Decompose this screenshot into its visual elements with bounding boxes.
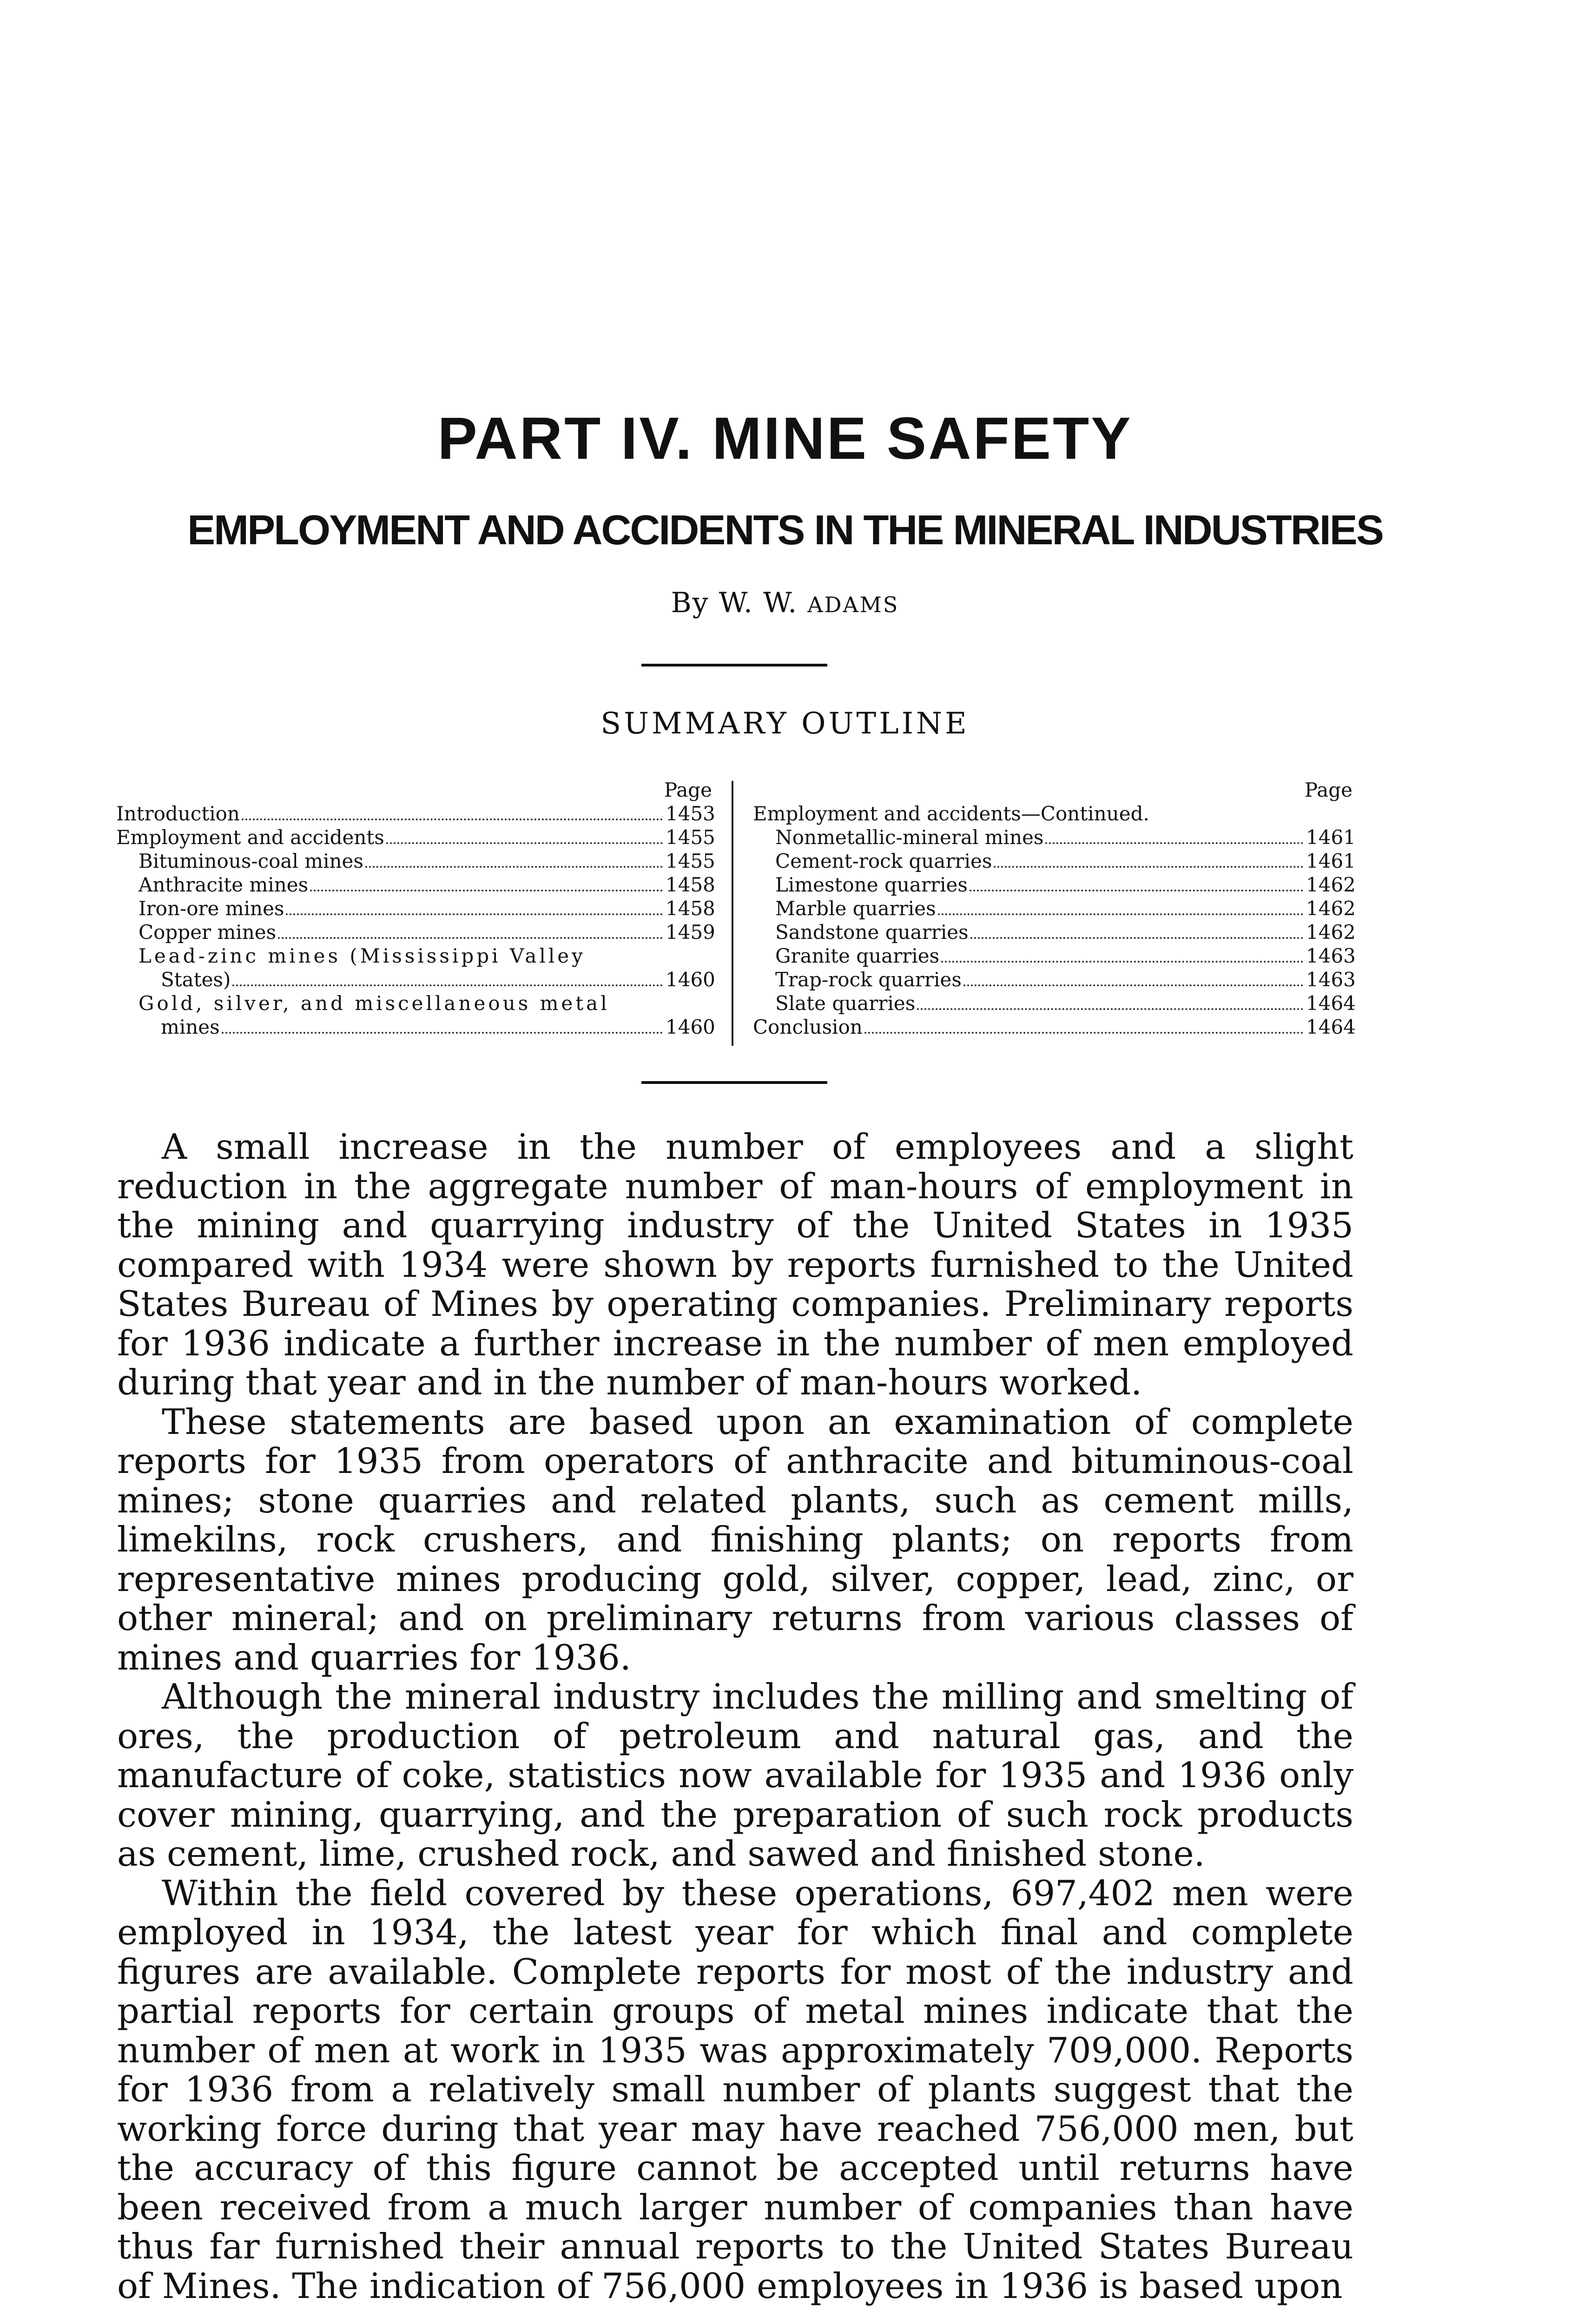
- page-column-label: Page: [664, 779, 712, 801]
- outline-entry: Bituminous-coal mines 1455: [139, 850, 715, 872]
- outline-entry: Slate quarries 1464: [775, 992, 1356, 1015]
- outline-entry: Conclusion 1464: [753, 1016, 1356, 1038]
- summary-outline-heading: SUMMARY OUTLINE: [600, 706, 970, 741]
- outline-entry: Nonmetallic-mineral mines 1461: [775, 826, 1356, 849]
- outline-entry: States) 1460: [161, 968, 715, 991]
- outline-entry: Marble quarries 1462: [775, 897, 1356, 920]
- body-paragraph: These statements are based upon an examination of complete reports for 1935 from operators of anthracite and bituminous-coal mines; stone quarries and related plants, such as cement mills, limekilns, rock crushers, and finishing plants; on reports from representative mines producing gold, silver, copper, lead, zinc, or other mineral; and on preliminary returns from various classes of mines and quarries for 1936.: [117, 1401, 1353, 1678]
- page-column-label: Page: [1304, 779, 1352, 801]
- byline-prefix: By: [671, 587, 709, 619]
- part-title: PART IV. MINE SAFETY: [437, 405, 1133, 472]
- outline-entry: mines 1460: [161, 1016, 715, 1038]
- outline-entry: Anthracite mines 1458: [139, 873, 715, 896]
- outline-entry: Trap-rock quarries 1463: [775, 968, 1356, 991]
- summary-outline-table: [116, 772, 1356, 1046]
- body-paragraph: Within the field covered by these operations, 697,402 men were employed in 1934, the latest year for which final and complete figures are available. Complete reports for most of the industry and partial reports for certain groups of metal mines indicate that the number of men at work in 1935 was approximately 709,000. Reports for 1936 from a relatively small number of plants suggest that the working force during that year may have reached 756,000 men, but the accuracy of this figure cannot be accepted until returns have been received from a much larger number of companies than have thus far furnished their annual reports to the United States Bureau of Mines. The indication of 756,000 employees in 1936 is based upon: [117, 1872, 1353, 2306]
- outline-column-divider: [732, 781, 733, 1046]
- outline-entry: Introduction 1453: [116, 802, 715, 825]
- outline-entry: Lead-zinc mines (Mississippi Valley: [139, 944, 586, 967]
- outline-entry: Sandstone quarries 1462: [775, 921, 1356, 944]
- outline-entry: Employment and accidents 1455: [116, 826, 715, 849]
- outline-entry: Granite quarries 1463: [775, 944, 1356, 967]
- outline-entry: Gold, silver, and miscellaneous metal: [139, 992, 610, 1015]
- body-paragraph: Although the mineral industry includes the milling and smelting of ores, the production of petroleum and natural gas, and the manufacture of coke, statistics now available for 1935 and 1936 only cover mining, quarrying, and the preparation of such rock products as cement, lime, crushed rock, and sawed and finished stone.: [117, 1676, 1353, 1874]
- byline-initials: W. W.: [719, 587, 798, 619]
- outline-entry: Employment and accidents—Continued.: [753, 802, 1149, 825]
- body-paragraph: A small increase in the number of employees and a slight reduction in the aggregate number of man-hours of employment in the mining and quarrying industry of the United States in 1935 compared with 1934 were shown by reports furnished to the United States Bureau of Mines by operating companies. Preliminary reports for 1936 indicate a further increase in the number of men employed during that year and in the number of man-hours worked.: [117, 1126, 1353, 1403]
- body-text: [117, 1127, 1353, 2305]
- byline-surname: ADAMS: [807, 592, 899, 617]
- bottom-rule: [641, 1081, 827, 1084]
- outline-entry: Cement-rock quarries 1461: [775, 850, 1356, 872]
- chapter-subtitle: EMPLOYMENT AND ACCIDENTS IN THE MINERAL INDUSTRIES: [187, 507, 1383, 554]
- outline-entry: Limestone quarries 1462: [775, 873, 1356, 896]
- outline-right-column: [753, 772, 1356, 1039]
- top-rule: [641, 664, 827, 667]
- outline-entry: Copper mines 1459: [139, 921, 715, 944]
- byline: [0, 587, 1570, 619]
- outline-left-column: [116, 772, 734, 1039]
- outline-entry: Iron-ore mines 1458: [139, 897, 715, 920]
